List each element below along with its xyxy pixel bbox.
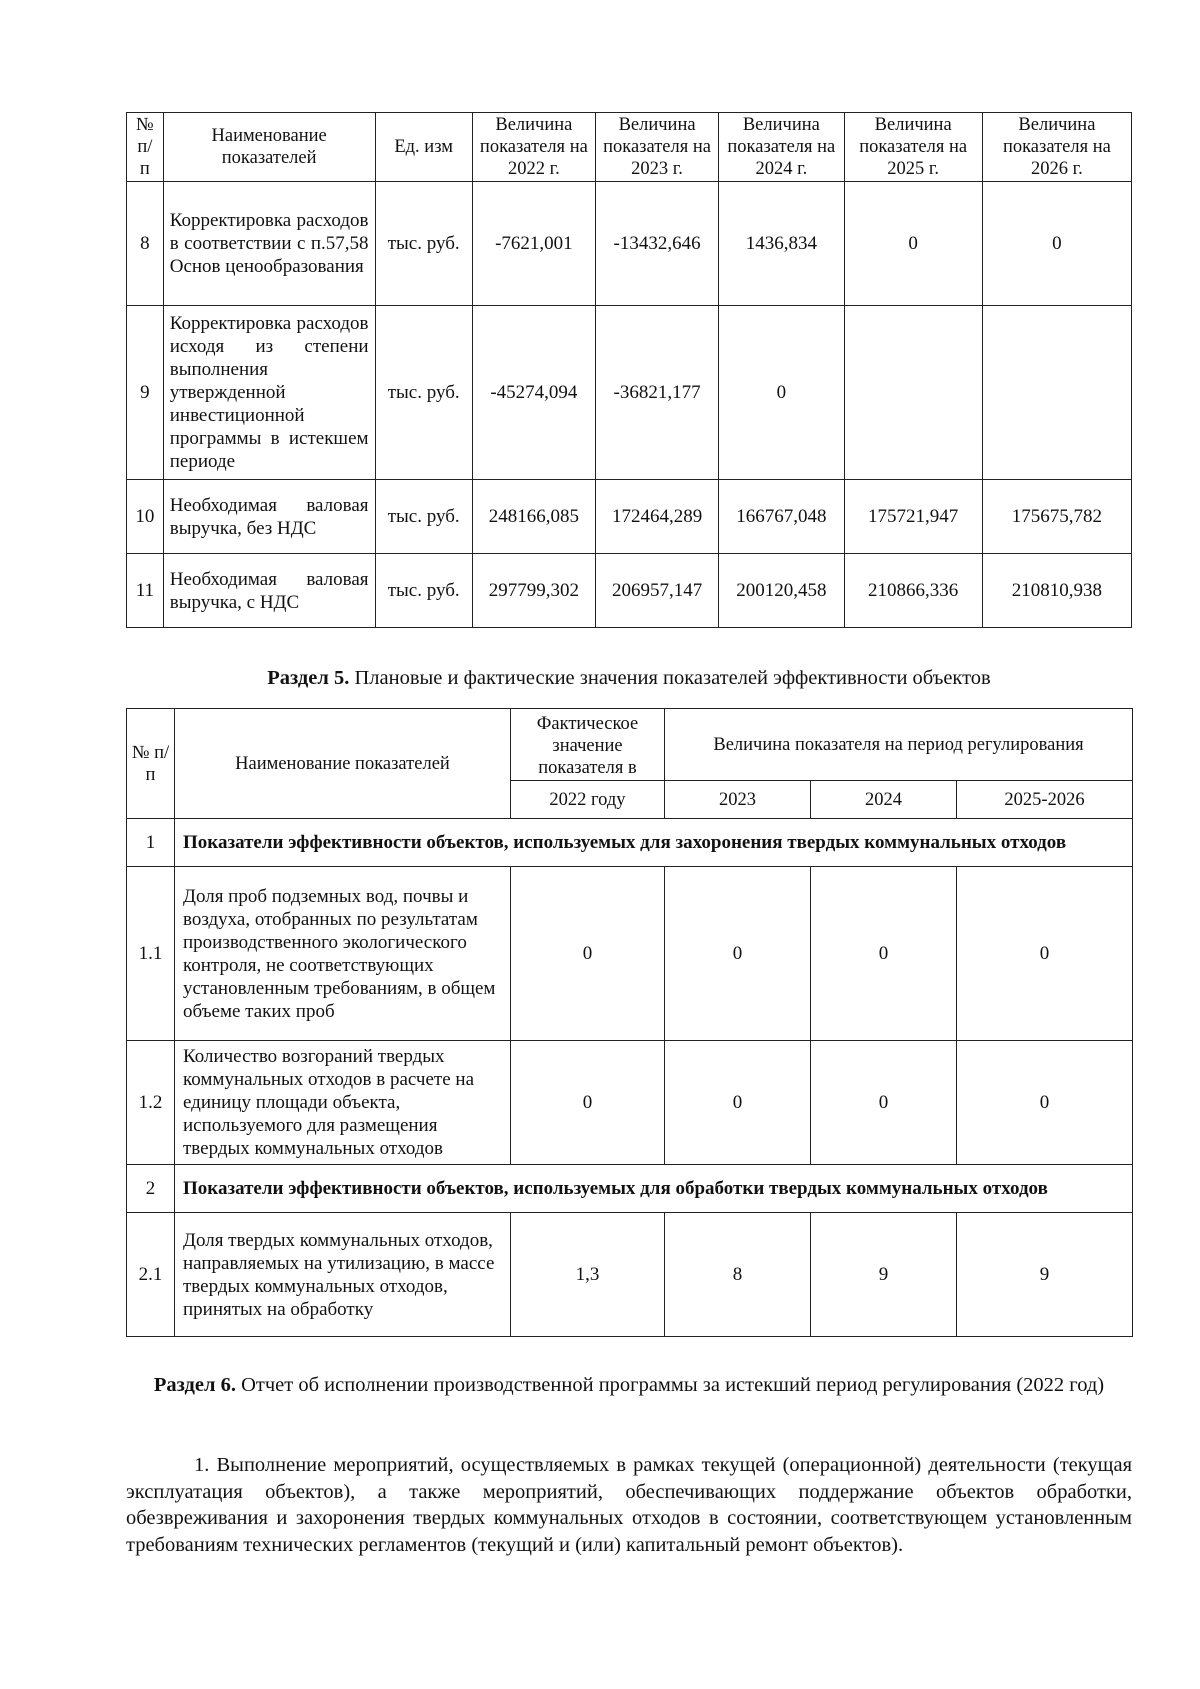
header-cell: 2023	[665, 781, 811, 819]
table-row	[127, 1041, 1133, 1165]
group-row	[127, 1165, 1133, 1213]
value-2025	[844, 306, 982, 480]
table-row	[127, 306, 1132, 480]
row-number: 8	[127, 182, 164, 306]
indicator-name: Корректировка расходов в соответствии с п.57,58 Основ ценообразования	[163, 182, 375, 306]
actual-value: 1,3	[511, 1213, 665, 1337]
section-6-paragraph: 1. Выполнение мероприятий, осуществляемых в рамках текущей (операционной) деятельности (текущая эксплуатация объектов), а также мероприятий, обеспечивающих поддержание объектов обработки, обезвреживания и захоронения твердых коммунальных отходов в состоянии, соответствующем установленным требованиям технических регламентов (текущий и (или) капитальный ремонт объектов).	[126, 1454, 1132, 1556]
row-number: 9	[127, 306, 164, 480]
indicator-name: Корректировка расходов исходя из степени выполнения утвержденной инвестиционной программы в истекшем периоде	[163, 306, 375, 480]
value-2025-2026: 9	[957, 1213, 1133, 1337]
value-2026	[982, 306, 1131, 480]
header-cell: Величина показателя на 2024 г.	[719, 113, 844, 182]
row-number: 2.1	[127, 1213, 175, 1337]
indicator-name: Количество возгораний твердых коммунальных отходов в расчете на единицу площади объекта, используемого для размещения твердых коммунальных отходов	[175, 1041, 511, 1165]
row-number: 10	[127, 480, 164, 554]
section-6-label: Раздел 6.	[153, 1374, 236, 1396]
value-2022: -7621,001	[472, 182, 595, 306]
header-cell: Величина показателя на 2023 г.	[595, 113, 718, 182]
header-cell: Фактическое значение показателя в	[511, 709, 665, 781]
value-2026: 0	[982, 182, 1131, 306]
row-number: 1.1	[127, 867, 175, 1041]
header-cell: 2025-2026	[957, 781, 1133, 819]
section-6-title: Отчет об исполнении производственной программы за истекший период регулирования (2022 год)	[241, 1374, 1105, 1396]
value-2024: 1436,834	[719, 182, 844, 306]
header-cell: Наименование показателей	[175, 709, 511, 819]
value-2025: 175721,947	[844, 480, 982, 554]
value-2023: 0	[665, 867, 811, 1041]
value-2023: 8	[665, 1213, 811, 1337]
header-cell: Величина показателя на 2022 г.	[472, 113, 595, 182]
value-2023: 206957,147	[595, 554, 718, 628]
table-row	[127, 1213, 1133, 1337]
unit-cell: тыс. руб.	[375, 182, 472, 306]
value-2024: 166767,048	[719, 480, 844, 554]
section-5-heading	[126, 665, 1132, 691]
header-cell: Ед. изм	[375, 113, 472, 182]
header-cell: Величина показателя на 2025 г.	[844, 113, 982, 182]
group-title: Показатели эффективности объектов, используемых для обработки твердых коммунальных отходов	[175, 1165, 1133, 1213]
value-2025-2026: 0	[957, 1041, 1133, 1165]
indicator-name: Необходимая валовая выручка, с НДС	[163, 554, 375, 628]
value-2024: 0	[811, 867, 957, 1041]
table-header-row	[127, 113, 1132, 182]
value-2024: 0	[811, 1041, 957, 1165]
actual-value: 0	[511, 1041, 665, 1165]
value-2024: 0	[719, 306, 844, 480]
indicators-table	[126, 112, 1132, 628]
value-2023: -13432,646	[595, 182, 718, 306]
actual-value: 0	[511, 867, 665, 1041]
header-cell: Величина показателя на период регулирования	[665, 709, 1133, 781]
table-header-row	[127, 709, 1133, 781]
indicator-name: Доля твердых коммунальных отходов, направляемых на утилизацию, в массе твердых коммунальных отходов, принятых на обработку	[175, 1213, 511, 1337]
efficiency-table	[126, 708, 1133, 1337]
value-2024: 200120,458	[719, 554, 844, 628]
group-title: Показатели эффективности объектов, используемых для захоронения твердых коммунальных отходов	[175, 819, 1133, 867]
header-cell: № п/п	[127, 709, 175, 819]
value-2025: 0	[844, 182, 982, 306]
header-cell: 2022 году	[511, 781, 665, 819]
group-number: 1	[127, 819, 175, 867]
value-2024: 9	[811, 1213, 957, 1337]
unit-cell: тыс. руб.	[375, 480, 472, 554]
row-number: 1.2	[127, 1041, 175, 1165]
header-cell: Наименование показателей	[163, 113, 375, 182]
group-number: 2	[127, 1165, 175, 1213]
value-2023: 0	[665, 1041, 811, 1165]
header-cell: 2024	[811, 781, 957, 819]
header-cell: № п/ п	[127, 113, 164, 182]
indicator-name: Доля проб подземных вод, почвы и воздуха, отобранных по результатам производственного экологического контроля, не соответствующих установленным требованиям, в общем объеме таких проб	[175, 867, 511, 1041]
table-row	[127, 480, 1132, 554]
indicator-name: Необходимая валовая выручка, без НДС	[163, 480, 375, 554]
section-5-title: Плановые и фактические значения показателей эффективности объектов	[354, 667, 991, 689]
section-5-label: Раздел 5.	[267, 667, 350, 689]
value-2026: 210810,938	[982, 554, 1131, 628]
table-row	[127, 867, 1133, 1041]
unit-cell: тыс. руб.	[375, 306, 472, 480]
value-2022: 297799,302	[472, 554, 595, 628]
table-row	[127, 182, 1132, 306]
row-number: 11	[127, 554, 164, 628]
value-2025-2026: 0	[957, 867, 1133, 1041]
value-2026: 175675,782	[982, 480, 1131, 554]
table-row	[127, 554, 1132, 628]
header-cell: Величина показателя на 2026 г.	[982, 113, 1131, 182]
value-2022: 248166,085	[472, 480, 595, 554]
value-2022: -45274,094	[472, 306, 595, 480]
section-6-heading	[126, 1372, 1132, 1399]
value-2023: 172464,289	[595, 480, 718, 554]
unit-cell: тыс. руб.	[375, 554, 472, 628]
value-2025: 210866,336	[844, 554, 982, 628]
value-2023: -36821,177	[595, 306, 718, 480]
group-row	[127, 819, 1133, 867]
